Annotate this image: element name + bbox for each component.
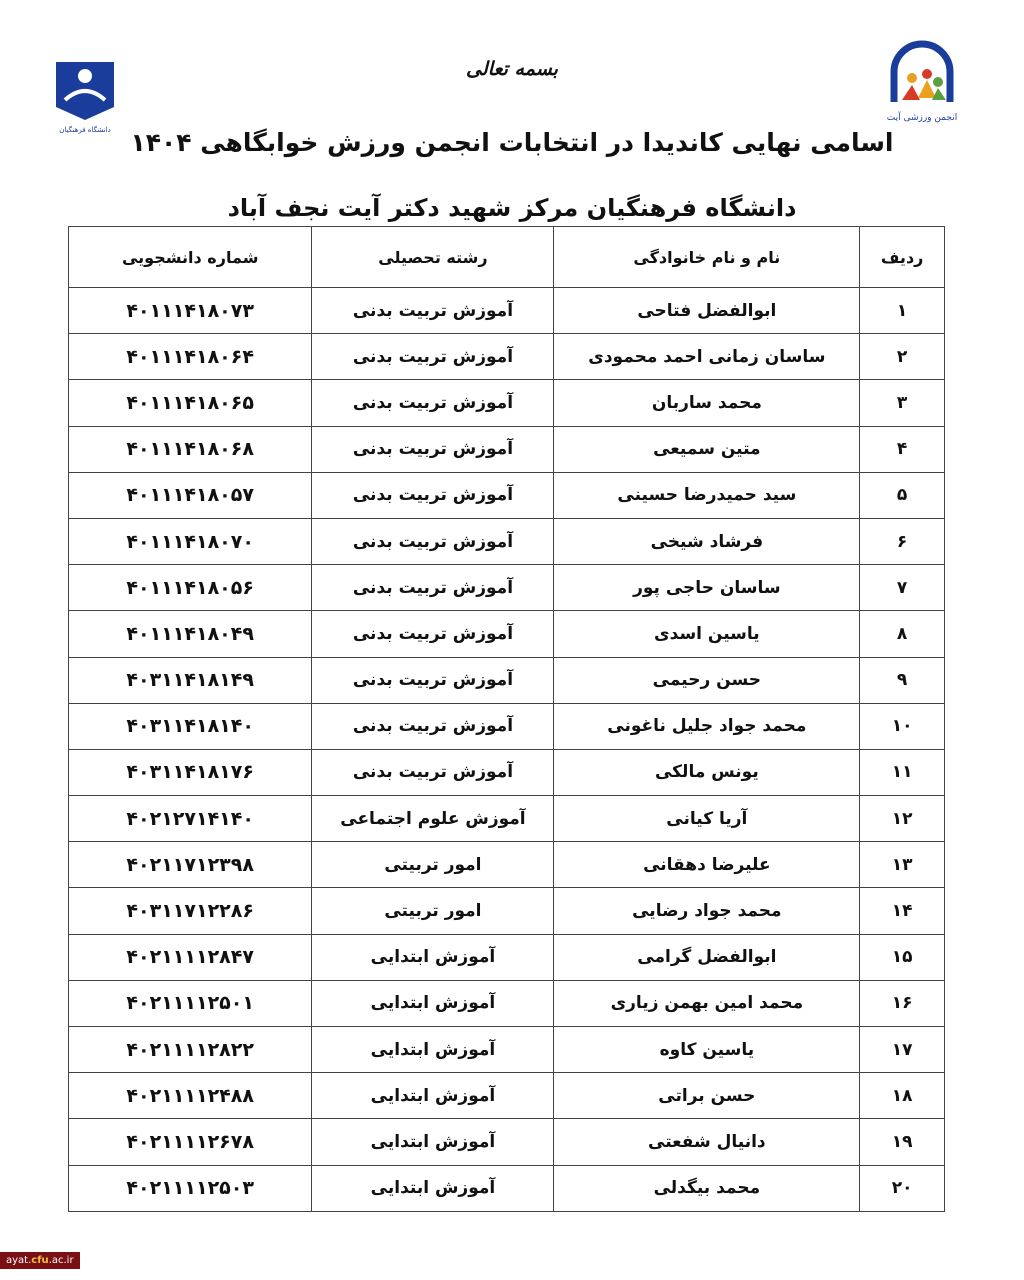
cell-field-of-study: آموزش تربیت بدنی: [312, 749, 554, 795]
cell-field-of-study: آموزش ابتدایی: [312, 1073, 554, 1119]
cell-field-of-study: امور تربیتی: [312, 842, 554, 888]
cell-full-name: محمد امین بهمن زیاری: [554, 980, 860, 1026]
cell-full-name: متین سمیعی: [554, 426, 860, 472]
table-row: [69, 380, 945, 426]
cell-field-of-study: آموزش ابتدایی: [312, 1119, 554, 1165]
cell-field-of-study: آموزش ابتدایی: [312, 934, 554, 980]
cell-field-of-study: آموزش تربیت بدنی: [312, 426, 554, 472]
table-row: [69, 611, 945, 657]
cell-row-number: ۱: [860, 288, 945, 334]
cell-student-number: ۴۰۱۱۱۴۱۸۰۷۰: [69, 518, 312, 564]
site-url-badge[interactable]: [0, 1252, 80, 1269]
table-row: [69, 288, 945, 334]
cell-student-number: ۴۰۱۱۱۴۱۸۰۷۳: [69, 288, 312, 334]
cell-full-name: حسن براتی: [554, 1073, 860, 1119]
table-row: [69, 888, 945, 934]
cell-row-number: ۱۶: [860, 980, 945, 1026]
table-row: [69, 703, 945, 749]
svg-text:دانشگاه فرهنگیان: دانشگاه فرهنگیان: [59, 126, 111, 134]
cell-full-name: ابوالفضل گرامی: [554, 934, 860, 980]
cell-full-name: یاسین کاوه: [554, 1027, 860, 1073]
cell-row-number: ۱۲: [860, 796, 945, 842]
table-row: [69, 565, 945, 611]
cell-field-of-study: آموزش تربیت بدنی: [312, 657, 554, 703]
cell-row-number: ۱۱: [860, 749, 945, 795]
url-part: ayat.: [6, 1255, 32, 1266]
cell-field-of-study: امور تربیتی: [312, 888, 554, 934]
cell-full-name: محمد ساربان: [554, 380, 860, 426]
candidates-table: [68, 226, 945, 1212]
cell-field-of-study: آموزش تربیت بدنی: [312, 518, 554, 564]
cell-full-name: محمد جواد رضایی: [554, 888, 860, 934]
cell-row-number: ۱۵: [860, 934, 945, 980]
cell-field-of-study: آموزش ابتدایی: [312, 980, 554, 1026]
sports-association-logo: [882, 40, 962, 125]
cell-field-of-study: آموزش ابتدایی: [312, 1165, 554, 1211]
cell-field-of-study: آموزش تربیت بدنی: [312, 472, 554, 518]
cell-full-name: ساسان زمانی احمد محمودی: [554, 334, 860, 380]
table-row: [69, 1119, 945, 1165]
url-part: .ac.ir: [48, 1255, 74, 1266]
cell-student-number: ۴۰۱۱۱۴۱۸۰۵۶: [69, 565, 312, 611]
table-row: [69, 796, 945, 842]
table-row: [69, 426, 945, 472]
cell-student-number: ۴۰۲۱۱۱۱۲۵۰۳: [69, 1165, 312, 1211]
cell-row-number: ۲: [860, 334, 945, 380]
cell-student-number: ۴۰۲۱۱۱۱۲۸۲۲: [69, 1027, 312, 1073]
table-row: [69, 657, 945, 703]
cell-row-number: ۷: [860, 565, 945, 611]
cell-student-number: ۴۰۱۱۱۴۱۸۰۶۴: [69, 334, 312, 380]
cell-full-name: محمد بیگدلی: [554, 1165, 860, 1211]
cell-row-number: ۵: [860, 472, 945, 518]
cell-field-of-study: آموزش تربیت بدنی: [312, 611, 554, 657]
cell-row-number: ۱۰: [860, 703, 945, 749]
table-row: [69, 472, 945, 518]
cell-row-number: ۶: [860, 518, 945, 564]
cell-field-of-study: آموزش تربیت بدنی: [312, 380, 554, 426]
cell-row-number: ۴: [860, 426, 945, 472]
cell-student-number: ۴۰۱۱۱۴۱۸۰۶۸: [69, 426, 312, 472]
cell-student-number: ۴۰۱۱۱۴۱۸۰۴۹: [69, 611, 312, 657]
cell-student-number: ۴۰۳۱۱۴۱۸۱۴۹: [69, 657, 312, 703]
cell-full-name: ساسان حاجی پور: [554, 565, 860, 611]
cell-student-number: ۴۰۳۱۱۴۱۸۱۷۶: [69, 749, 312, 795]
cell-field-of-study: آموزش علوم اجتماعی: [312, 796, 554, 842]
table-row: [69, 842, 945, 888]
cell-student-number: ۴۰۲۱۲۷۱۴۱۴۰: [69, 796, 312, 842]
table-row: [69, 1027, 945, 1073]
table-row: [69, 934, 945, 980]
cell-full-name: سید حمیدرضا حسینی: [554, 472, 860, 518]
cell-student-number: ۴۰۳۱۱۷۱۲۲۸۶: [69, 888, 312, 934]
col-row-number: ردیف: [860, 227, 945, 288]
cell-field-of-study: آموزش تربیت بدنی: [312, 565, 554, 611]
cell-row-number: ۸: [860, 611, 945, 657]
cell-student-number: ۴۰۲۱۱۱۱۲۶۷۸: [69, 1119, 312, 1165]
cell-student-number: ۴۰۱۱۱۴۱۸۰۶۵: [69, 380, 312, 426]
cell-full-name: یونس مالکی: [554, 749, 860, 795]
cell-full-name: حسن رحیمی: [554, 657, 860, 703]
cell-full-name: فرشاد شیخی: [554, 518, 860, 564]
cell-row-number: ۱۹: [860, 1119, 945, 1165]
cell-row-number: ۲۰: [860, 1165, 945, 1211]
svg-text:انجمن ورزشی آیت: انجمن ورزشی آیت: [886, 113, 958, 123]
cell-student-number: ۴۰۲۱۱۱۱۲۵۰۱: [69, 980, 312, 1026]
cell-row-number: ۹: [860, 657, 945, 703]
cell-row-number: ۳: [860, 380, 945, 426]
cell-full-name: دانیال شفعتی: [554, 1119, 860, 1165]
page-subtitle: دانشگاه فرهنگیان مرکز شهید دکتر آیت نجف آباد: [227, 194, 797, 222]
cell-student-number: ۴۰۲۱۱۱۱۲۸۴۷: [69, 934, 312, 980]
col-full-name: نام و نام خانوادگی: [554, 227, 860, 288]
col-student-number: شماره دانشجویی: [69, 227, 312, 288]
table-header-row: [69, 227, 945, 288]
col-field-of-study: رشته تحصیلی: [312, 227, 554, 288]
cell-row-number: ۱۴: [860, 888, 945, 934]
page-title: اسامی نهایی کاندیدا در انتخابات انجمن ورزش خوابگاهی ۱۴۰۴: [130, 128, 894, 157]
url-part: cfu: [31, 1255, 49, 1266]
cell-full-name: علیرضا دهقانی: [554, 842, 860, 888]
bismillah-heading: بسمه تعالی: [466, 58, 558, 80]
table-row: [69, 1073, 945, 1119]
cell-field-of-study: آموزش تربیت بدنی: [312, 288, 554, 334]
cell-field-of-study: آموزش ابتدایی: [312, 1027, 554, 1073]
cell-full-name: یاسین اسدی: [554, 611, 860, 657]
table-row: [69, 1165, 945, 1211]
cell-student-number: ۴۰۳۱۱۴۱۸۱۴۰: [69, 703, 312, 749]
cell-full-name: آریا کیانی: [554, 796, 860, 842]
cell-student-number: ۴۰۱۱۱۴۱۸۰۵۷: [69, 472, 312, 518]
cell-student-number: ۴۰۲۱۱۷۱۲۳۹۸: [69, 842, 312, 888]
table-row: [69, 749, 945, 795]
table-row: [69, 334, 945, 380]
table-row: [69, 980, 945, 1026]
cell-student-number: ۴۰۲۱۱۱۱۲۴۸۸: [69, 1073, 312, 1119]
cell-field-of-study: آموزش تربیت بدنی: [312, 334, 554, 380]
cell-row-number: ۱۳: [860, 842, 945, 888]
table-row: [69, 518, 945, 564]
cell-full-name: محمد جواد جلیل ناغونی: [554, 703, 860, 749]
cell-field-of-study: آموزش تربیت بدنی: [312, 703, 554, 749]
cell-row-number: ۱۸: [860, 1073, 945, 1119]
cell-row-number: ۱۷: [860, 1027, 945, 1073]
cell-full-name: ابوالفضل فتاحی: [554, 288, 860, 334]
